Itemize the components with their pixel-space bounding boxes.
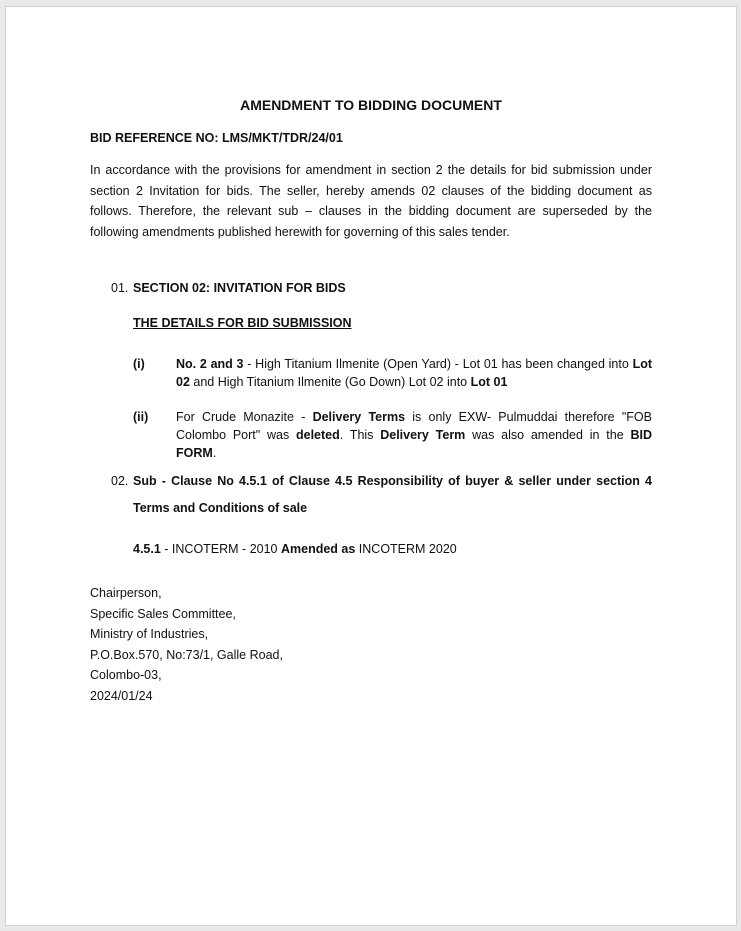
text-run: Lot 02: [176, 357, 652, 389]
text-run: and High Titanium Ilmenite (Go Down) Lot 02 into: [189, 375, 471, 389]
text-run: Amended as: [280, 542, 356, 556]
item-1-numeral: (i): [133, 357, 145, 371]
section-2-text: Sub - Clause No 4.5.1 of Clause 4.5 Responsibility of buyer & seller under section 4 Terms and Conditions of sale: [133, 474, 652, 515]
text-run: - High Titanium Ilmenite (Open Yard) - Lot 01 has been changed into: [243, 357, 633, 371]
text-run: . This: [339, 428, 381, 442]
text-run: INCOTERM 2020: [355, 542, 457, 556]
signature-line: Ministry of Industries,: [90, 627, 209, 641]
section-2: [111, 468, 652, 522]
text-run: deleted: [296, 428, 340, 442]
section-1-number: 01.: [111, 281, 129, 295]
item-1-text: [176, 355, 652, 391]
document-title: AMENDMENT TO BIDDING DOCUMENT: [240, 97, 502, 113]
signature-line: Colombo-03,: [90, 668, 162, 682]
signature-line: 2024/01/24: [90, 688, 153, 703]
item-2-numeral: (ii): [133, 410, 149, 424]
text-run: BID FORM: [176, 428, 652, 460]
item-2-text: [176, 408, 652, 462]
text-run: - INCOTERM - 2010: [160, 542, 281, 556]
text-run: No. 2 and 3: [176, 357, 244, 371]
section-1-title: SECTION 02: INVITATION FOR BIDS: [133, 281, 346, 295]
amendment-item-1: [133, 355, 652, 391]
text-run: was also amended in the: [465, 428, 631, 442]
signature-block: [90, 583, 283, 706]
bid-submission-subheading: THE DETAILS FOR BID SUBMISSION: [133, 316, 352, 330]
amendment-item-2: [133, 408, 652, 462]
text-run: 4.5.1: [133, 542, 161, 556]
document-page: [6, 7, 736, 925]
text-run: Delivery Terms: [312, 410, 406, 424]
text-run: Lot 01: [470, 375, 508, 389]
signature-line: P.O.Box.570, No:73/1, Galle Road,: [90, 647, 283, 662]
signature-line: Chairperson,: [90, 586, 162, 600]
signature-line: Specific Sales Committee,: [90, 606, 236, 621]
bid-reference: BID REFERENCE NO: LMS/MKT/TDR/24/01: [90, 131, 343, 145]
text-run: is only EXW- Pulmuddai therefore "FOB Colombo Port" was: [176, 410, 652, 442]
intro-paragraph: In accordance with the provisions for amendment in section 2 the details for bid submission under section 2 Invitation for bids. The seller, hereby amends 02 clauses of the bidding document as follows. Therefore, the relevant sub – clauses in the bidding document are superseded by the following amendments published herewith for governing of this sales tender.: [90, 163, 652, 239]
text-run: .: [212, 446, 217, 460]
section-2-number: 02.: [111, 474, 129, 488]
incoterm-amendment: [133, 539, 457, 559]
section-1-heading: [111, 278, 652, 298]
text-run: Delivery Term: [380, 428, 466, 442]
text-run: For Crude Monazite -: [176, 410, 313, 424]
